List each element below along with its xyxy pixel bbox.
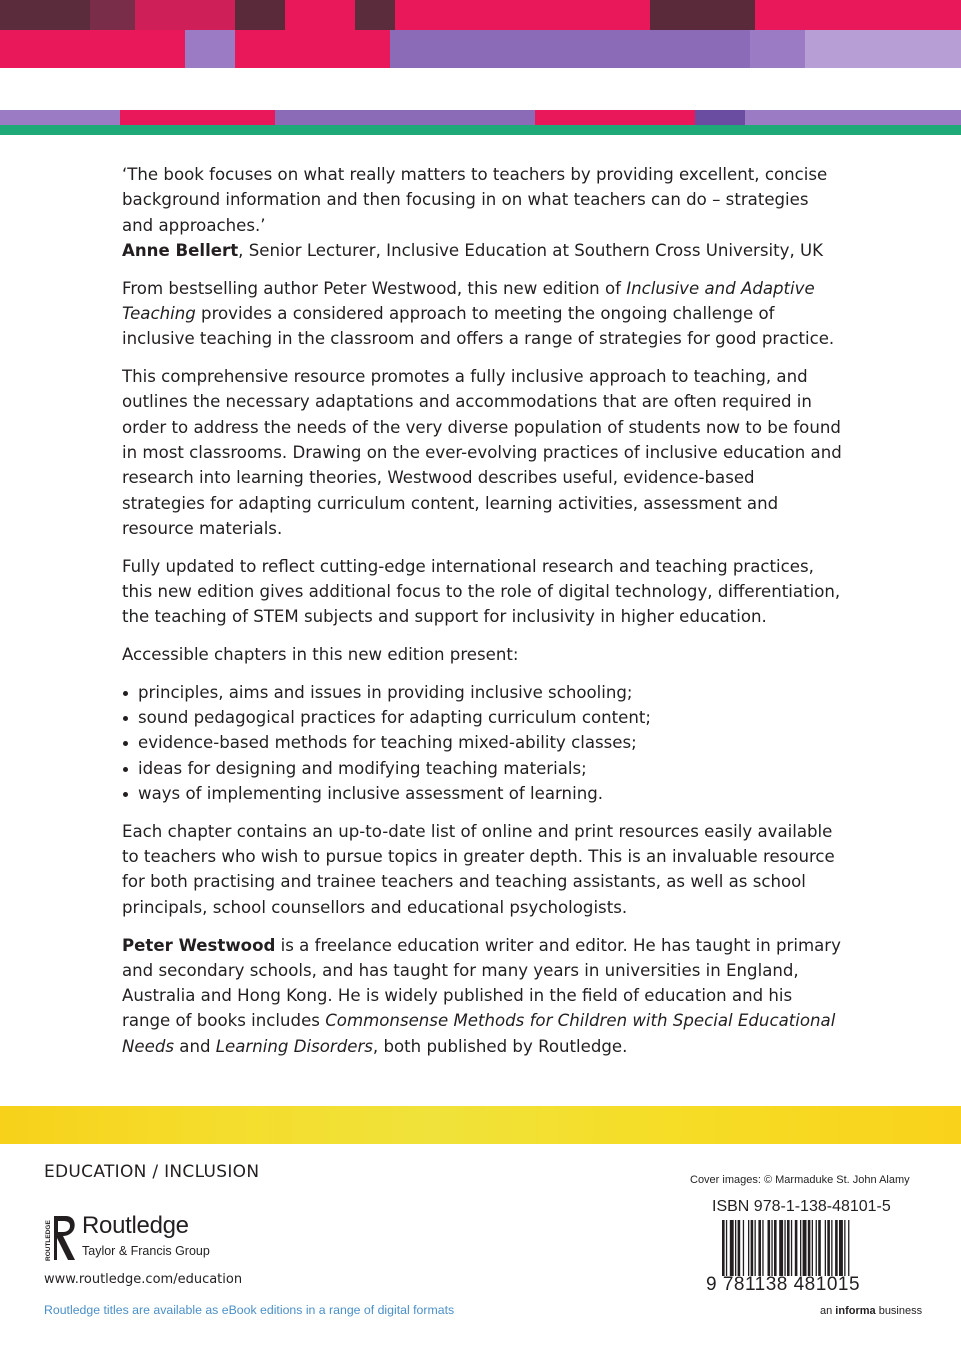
barcode-bar <box>800 1220 801 1276</box>
list-item-text: evidence-based methods for teaching mixed-ability classes; <box>138 733 637 753</box>
list-item <box>122 680 842 705</box>
bio-text-2: , both published by Routledge. <box>372 1036 628 1056</box>
barcode-bar <box>774 1220 777 1276</box>
informa-suffix: business <box>875 1305 923 1317</box>
intro-paragraph <box>122 276 842 352</box>
description-paragraph: This comprehensive resource promotes a fully inclusive approach to teaching, and outlines the necessary adaptations and accommodations that are often required in order to address the needs of the very diverse population of students now to be found in most classrooms. Drawing on the ever-evolving practices of inclusive education and research into learning theories, Westwood describes useful, evidence-based strategies for adapting curriculum content, learning activities, assessment and resource materials. <box>122 367 842 538</box>
list-item-text: sound pedagogical practices for adapting curriculum content; <box>138 708 651 728</box>
informa-prefix: an <box>820 1305 836 1317</box>
bio-book-title-1: Commonsense Methods for Children with Special Educational Needs <box>122 1011 836 1056</box>
barcode-bar <box>795 1220 798 1276</box>
barcode-bar <box>730 1220 734 1276</box>
barcode-bar <box>762 1220 763 1276</box>
barcode-bar <box>751 1220 754 1276</box>
list-item <box>122 756 842 781</box>
bullet-icon <box>123 767 128 772</box>
subject-category: EDUCATION / INCLUSION <box>44 1162 260 1182</box>
list-item-text: ideas for designing and modifying teaching materials; <box>138 758 587 778</box>
publisher-logo <box>44 1214 244 1264</box>
barcode-bar <box>779 1220 783 1276</box>
header-color-bands <box>0 0 961 140</box>
barcode-bar <box>812 1220 813 1276</box>
barcode-bar <box>803 1220 807 1276</box>
barcode-bar <box>771 1220 772 1276</box>
bullet-icon <box>123 691 128 696</box>
author-bio <box>122 933 842 1059</box>
routledge-logo-icon <box>44 1214 78 1262</box>
back-cover-text <box>122 162 842 1072</box>
barcode-bar <box>768 1220 771 1276</box>
chapter-list <box>122 680 842 806</box>
intro-text-1: From bestselling author Peter Westwood, this new edition of <box>122 278 627 298</box>
barcode-bar <box>844 1220 845 1276</box>
barcode-bar <box>831 1220 832 1276</box>
barcode-bar <box>738 1220 741 1276</box>
barcode-icon <box>722 1220 896 1278</box>
logo-subtitle: Taylor & Francis Group <box>82 1244 210 1258</box>
book-title: Inclusive and Adaptive Teaching <box>122 278 815 323</box>
bullet-icon <box>123 792 128 797</box>
barcode-bar <box>784 1220 785 1276</box>
review-author-role: , Senior Lecturer, Inclusive Education at Southern Cross University, UK <box>238 240 824 260</box>
intro-text-2: provides a considered approach to meeting the ongoing challenge of inclusive teaching in the classroom and offers a range of strategies for good practice. <box>122 303 835 349</box>
barcode-bar <box>726 1220 727 1276</box>
list-intro: Accessible chapters in this new edition present: <box>122 645 519 665</box>
isbn-label: ISBN 978-1-138-48101-5 <box>712 1198 891 1215</box>
informa-tagline <box>820 1305 922 1317</box>
list-item <box>122 705 842 730</box>
review-author: Anne Bellert <box>122 240 239 260</box>
barcode-bar <box>825 1220 826 1276</box>
barcode-bar <box>748 1220 749 1276</box>
bio-text-and: and <box>174 1036 216 1056</box>
barcode-bar <box>758 1220 761 1276</box>
bio-book-title-2: Learning Disorders <box>215 1036 373 1056</box>
list-item-text: ways of implementing inclusive assessment of learning. <box>138 784 604 804</box>
barcode-bar <box>755 1220 756 1276</box>
logo-wordmark: Routledge <box>82 1212 189 1239</box>
barcode-bar <box>722 1220 725 1276</box>
barcode-bar <box>848 1220 849 1276</box>
barcode-number: 9 781138 481015 <box>706 1274 861 1295</box>
barcode-bar <box>839 1220 843 1276</box>
review-quote: ‘The book focuses on what really matters to teachers by providing excellent, concise background information and then focusing in on what teachers can do – strategies and approaches.’ <box>122 165 828 235</box>
list-item <box>122 781 842 806</box>
barcode-bar <box>835 1220 838 1276</box>
barcode-bar <box>818 1220 821 1276</box>
barcode-bar <box>743 1220 744 1276</box>
review-attribution <box>122 238 842 263</box>
cover-image-credit: Cover images: © Marmaduke St. John Alamy <box>690 1174 910 1186</box>
ebook-note: Routledge titles are available as eBook editions in a range of digital formats <box>44 1303 455 1317</box>
publisher-website[interactable]: www.routledge.com/education <box>44 1272 243 1287</box>
barcode-bar <box>791 1220 792 1276</box>
barcode-bar <box>808 1220 811 1276</box>
informa-brand: informa <box>835 1305 876 1317</box>
bio-text-1: is a freelance education writer and editor. He has taught in primary and secondary schools, and has taught for many years in universities in England, Australia and Hong Kong. He is widely published in the field of education and his range of books includes <box>122 935 841 1031</box>
bullet-icon <box>123 741 128 746</box>
list-item-text: principles, aims and issues in providing inclusive schooling; <box>138 682 633 702</box>
bullet-icon <box>123 716 128 721</box>
barcode-bar <box>816 1220 817 1276</box>
barcode-bar <box>827 1220 830 1276</box>
resources-paragraph: Each chapter contains an up-to-date list of online and print resources easily available to teachers who wish to pursue topics in greater depth. This is an invaluable resource for both practising and trainee teachers and teaching assistants, as well as school principals, school counsellors and educational psychologists. <box>122 821 835 917</box>
update-paragraph: Fully updated to reflect cutting-edge international research and teaching practices, this new edition gives additional focus to the role of digital technology, differentiation, the teaching of STEM subjects and support for inclusivity in higher education. <box>122 556 841 627</box>
barcode-bar <box>787 1220 790 1276</box>
svg-text:ROUTLEDGE: ROUTLEDGE <box>45 1220 52 1261</box>
footer-yellow-band <box>0 1106 961 1144</box>
barcode-bar <box>735 1220 736 1276</box>
author-name: Peter Westwood <box>122 935 276 955</box>
list-item <box>122 730 842 755</box>
